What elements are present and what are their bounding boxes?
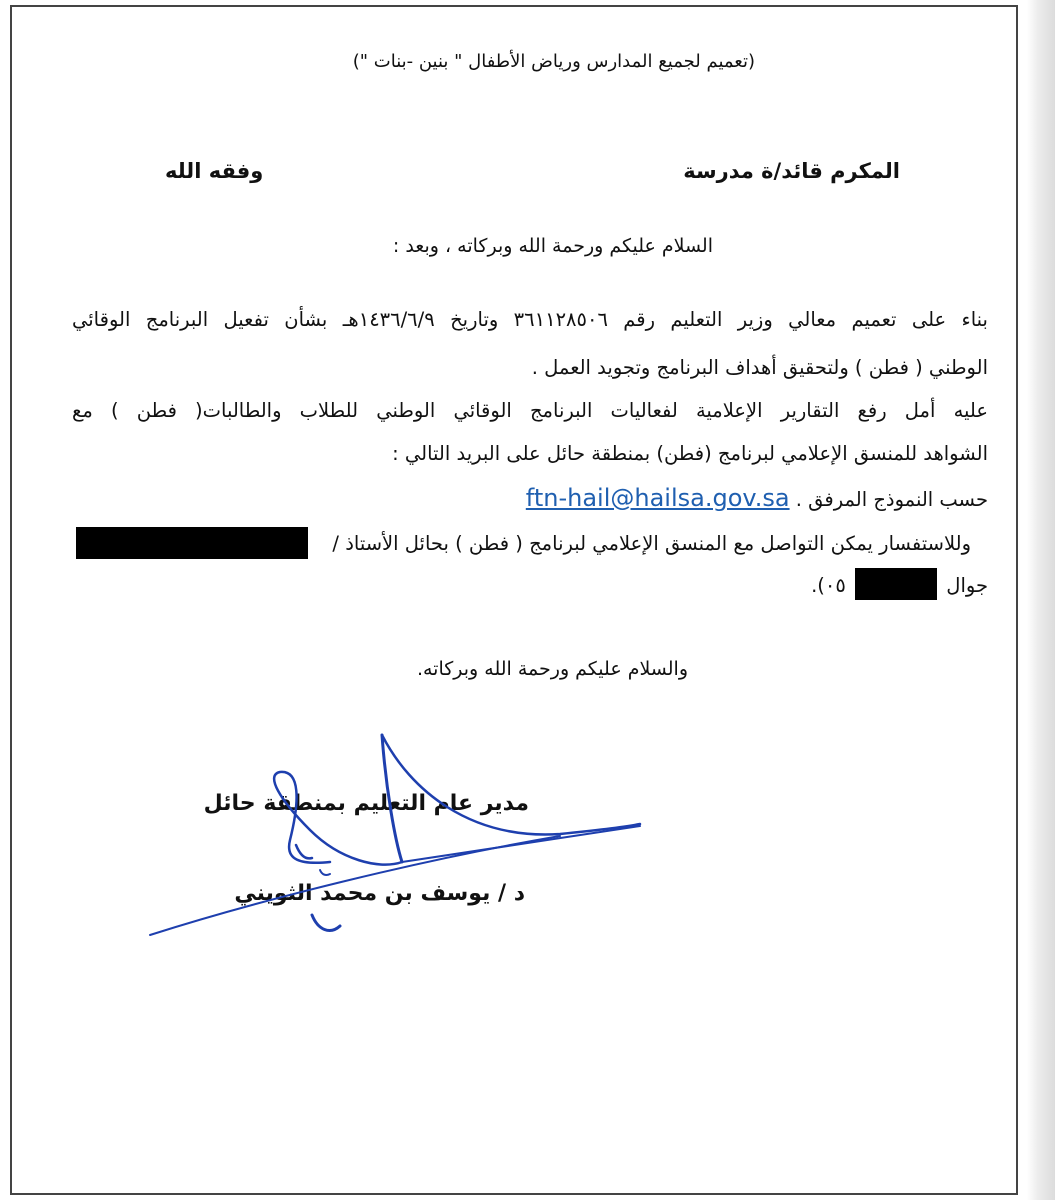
email-link[interactable]: ftn-hail@hailsa.gov.sa [525,484,790,512]
signatory-name: د / يوسف بن محمد الثويني [234,881,525,906]
letter-greeting: السلام عليكم ورحمة الله وبركاته ، وبعد : [392,235,713,257]
letter-wish: وفقه الله [165,159,264,183]
letter-subject: (تعميم لجميع المدارس ورياض الأطفال " بنين -بنات ") [352,51,755,72]
paragraph-2-line-1: عليه أمل رفع التقارير الإعلامية لفعاليات البرنامج الوقائي الوطني للطلاب والطالبات( فطن ) مع [72,399,988,422]
mobile-suffix: ٠٥). [811,574,846,597]
paragraph-2-line-2: الشواهد للمنسق الإعلامي لبرنامج (فطن) بمنطقة حائل على البريد التالي : [392,442,988,465]
paragraph-1-line-1: بناء على تعميم معالي وزير التعليم رقم ٣٦١١٢٨٥٠٦ وتاريخ ١٤٣٦/٦/٩هـ بشأن تفعيل البرنامج الوقائي [72,308,988,331]
letter-closing: والسلام عليكم ورحمة الله وبركاته. [416,658,688,680]
letter-recipient: المكرم قائد/ة مدرسة [683,159,900,183]
paragraph-1-line-2: الوطني ( فطن ) ولتحقيق أهداف البرنامج وتجويد العمل . [531,356,988,379]
inquiry-line-1: وللاستفسار يمكن التواصل مع المنسق الإعلامي لبرنامج ( فطن ) بحائل الأستاذ / [332,532,971,555]
redacted-name [76,527,308,559]
signatory-title: مدير عام التعليم بمنطقة حائل [203,791,529,816]
scan-edge-shadow [1027,0,1055,1200]
attachment-note: حسب النموذج المرفق . [795,488,988,511]
mobile-label: جوال [946,574,988,597]
redacted-phone [855,568,937,600]
paragraph-2-line-3 [526,484,988,514]
